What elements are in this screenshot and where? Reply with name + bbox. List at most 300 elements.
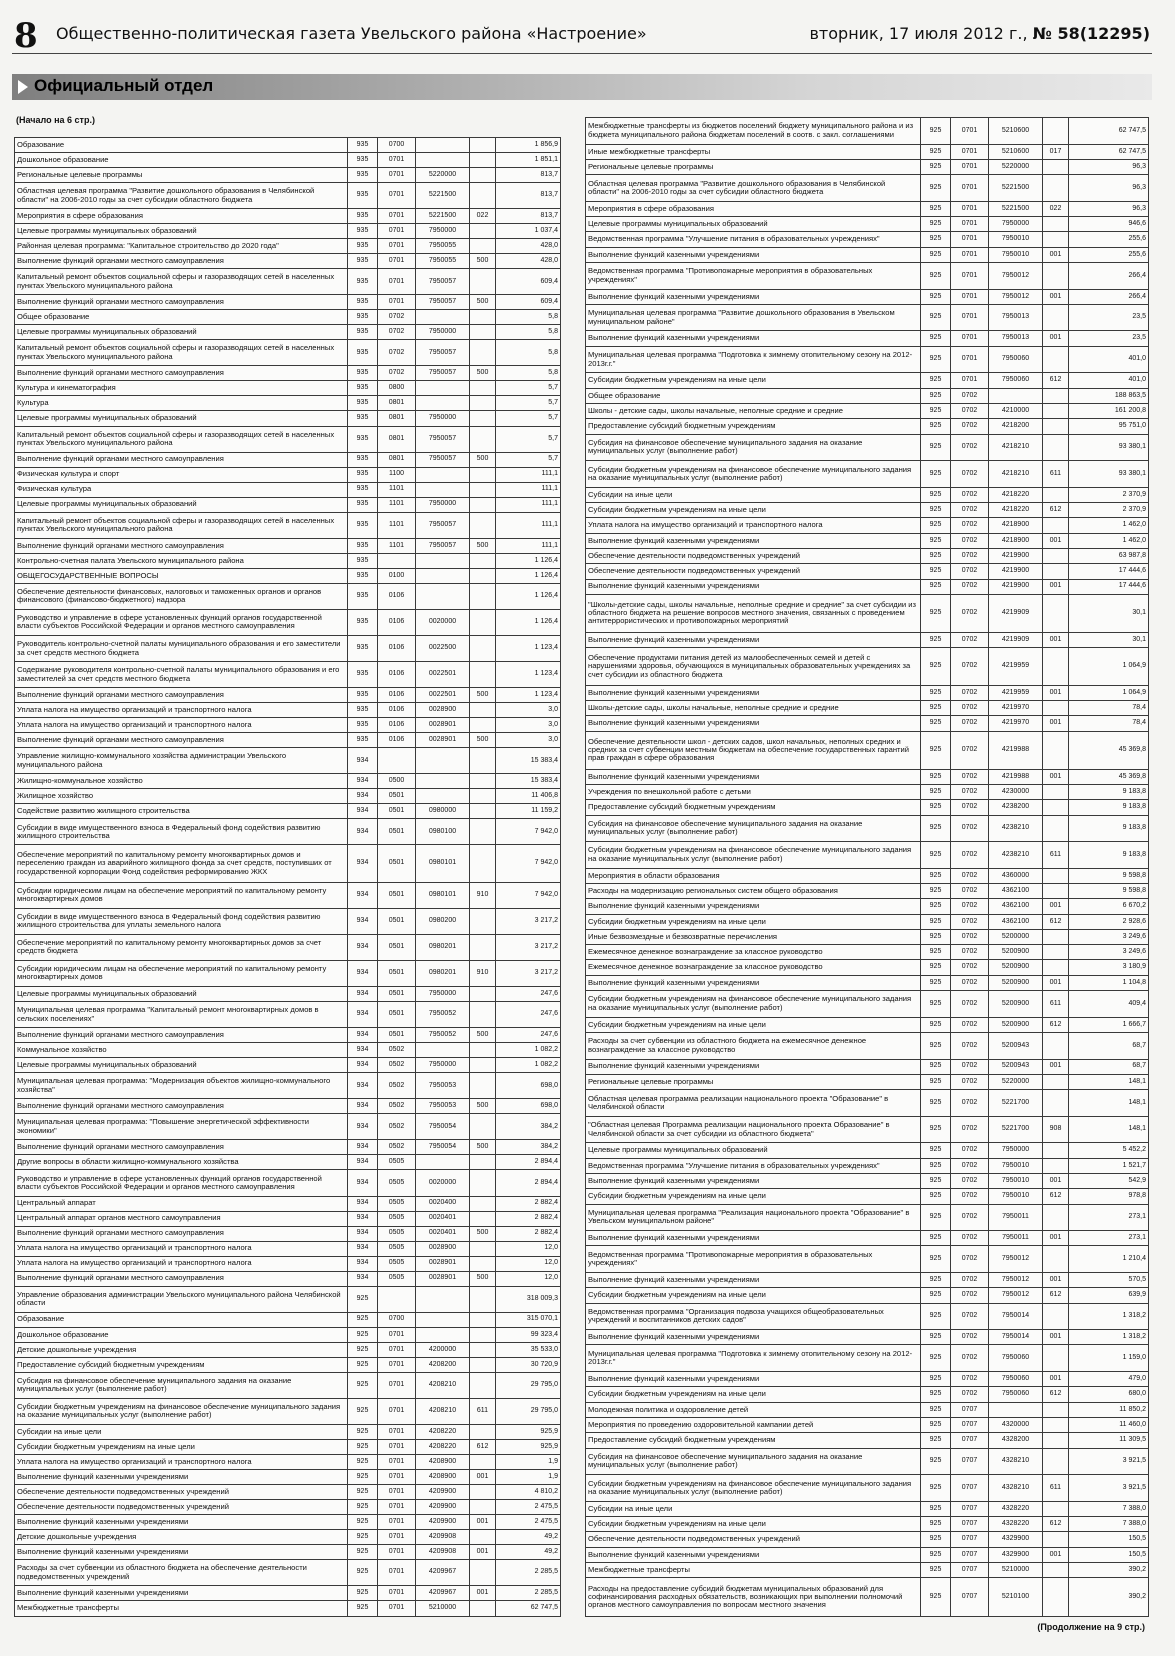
ministry-code-cell: 935 (348, 396, 378, 411)
ministry-code-cell: 935 (348, 209, 378, 224)
target-code-cell (416, 1286, 470, 1312)
item-name-cell: Содержание руководителя контрольно-счетной палаты муниципального образования и его заместителей за счет средств местного бюджета (15, 662, 348, 688)
target-code-cell: 7950060 (989, 1387, 1043, 1402)
item-name-cell: Контрольно-счетная палата Увельского муниципального района (15, 553, 348, 568)
target-code-cell: 4209908 (416, 1545, 470, 1560)
expense-type-cell (1043, 883, 1069, 898)
expense-type-cell (470, 1424, 496, 1439)
item-name-cell: Расходы за счет субвенции из областного бюджета на ежемесячное денежное вознаграждение за классное руководство (586, 1032, 921, 1059)
target-code-cell: 7950054 (416, 1114, 470, 1140)
table-row (586, 564, 1149, 579)
ministry-code-cell: 934 (348, 1211, 378, 1226)
item-name-cell: Муниципальная целевая программа "Капитальный ремонт многоквартирных домов в сельских поселениях" (15, 1002, 348, 1028)
amount-cell: 384,2 (496, 1140, 561, 1155)
target-code-cell: 5210100 (989, 1578, 1043, 1617)
item-name-cell: Учреждения по внешкольной работе с детьми (586, 784, 921, 799)
amount-cell: 428,0 (496, 239, 561, 254)
target-code-cell: 0980201 (416, 934, 470, 960)
amount-cell: 5,7 (496, 411, 561, 426)
table-row (586, 346, 1149, 373)
target-code-cell: 0022500 (416, 635, 470, 661)
item-name-cell: Муниципальная целевая программа: "Повышение энергетической эффективности экономики" (15, 1114, 348, 1140)
table-row (15, 635, 561, 661)
target-code-cell: 5200943 (989, 1059, 1043, 1074)
table-row (586, 1562, 1149, 1577)
expense-type-cell: 612 (1043, 1517, 1069, 1532)
ministry-code-cell: 925 (921, 201, 951, 216)
amount-cell: 111,1 (496, 467, 561, 482)
section-code-cell: 0701 (378, 269, 416, 295)
target-code-cell: 7950010 (989, 247, 1043, 262)
target-code-cell: 4218220 (989, 503, 1043, 518)
section-code-cell: 1100 (378, 467, 416, 482)
expense-type-cell: 611 (1043, 1475, 1069, 1502)
expense-type-cell (1043, 1032, 1069, 1059)
item-name-cell: Предоставление субсидий бюджетным учреждениям (586, 419, 921, 434)
ministry-code-cell: 935 (348, 138, 378, 153)
ministry-code-cell: 925 (921, 883, 951, 898)
item-name-cell: Выполнение функций казенными учреждениями (586, 685, 921, 700)
table-row (586, 883, 1149, 898)
table-row (15, 452, 561, 467)
ministry-code-cell: 925 (921, 232, 951, 247)
ministry-code-cell: 925 (921, 1273, 951, 1288)
table-row (586, 647, 1149, 685)
section-code-cell: 0701 (378, 1372, 416, 1398)
item-name-cell: Выполнение функций органами местного самоуправления (15, 254, 348, 269)
target-code-cell: 4328200 (989, 1433, 1043, 1448)
item-name-cell: Субсидии на иные цели (586, 1501, 921, 1516)
amount-cell: 9 598,8 (1069, 868, 1149, 883)
section-code-cell: 0702 (951, 487, 989, 502)
ministry-code-cell: 925 (348, 1601, 378, 1617)
target-code-cell: 7950053 (416, 1073, 470, 1099)
expense-type-cell (470, 553, 496, 568)
ministry-code-cell: 934 (348, 1256, 378, 1271)
section-code-cell: 0702 (378, 366, 416, 381)
ministry-code-cell: 935 (348, 254, 378, 269)
issue-date: вторник, 17 июля 2012 г., № 58(12295) (809, 24, 1150, 43)
amount-cell: 1 666,7 (1069, 1017, 1149, 1032)
section-code-cell: 0702 (951, 1158, 989, 1173)
item-name-cell: Ежемесячное денежное вознаграждение за классное руководство (586, 960, 921, 975)
target-code-cell: 4208210 (416, 1372, 470, 1398)
table-row (15, 209, 561, 224)
expense-type-cell: 611 (1043, 991, 1069, 1018)
amount-cell: 3 217,2 (496, 960, 561, 986)
expense-type-cell: 500 (470, 1140, 496, 1155)
amount-cell: 17 444,6 (1069, 564, 1149, 579)
section-code-cell: 0502 (378, 1073, 416, 1099)
item-name-cell: Дошкольное образование (15, 1327, 348, 1342)
table-row (586, 419, 1149, 434)
amount-cell: 2 285,5 (496, 1586, 561, 1601)
expense-type-cell (470, 662, 496, 688)
amount-cell: 7 942,0 (496, 819, 561, 845)
amount-cell: 2 928,6 (1069, 914, 1149, 929)
target-code-cell: 5210600 (989, 144, 1043, 159)
target-code-cell: 4208220 (416, 1424, 470, 1439)
item-name-cell: Целевые программы муниципальных образований (15, 411, 348, 426)
amount-cell: 1 462,0 (1069, 533, 1149, 548)
target-code-cell: 7950057 (416, 295, 470, 310)
item-name-cell: Целевые программы муниципальных образований (15, 325, 348, 340)
section-code-cell: 0701 (378, 1327, 416, 1342)
amount-cell: 1 462,0 (1069, 518, 1149, 533)
table-row (15, 467, 561, 482)
table-row (586, 1246, 1149, 1273)
item-name-cell: Уплата налога на имущество организаций и транспортного налога (15, 1256, 348, 1271)
expense-type-cell (470, 396, 496, 411)
ministry-code-cell: 934 (348, 1114, 378, 1140)
section-code-cell: 1101 (378, 497, 416, 512)
section-code-cell: 0701 (378, 239, 416, 254)
amount-cell: 925,9 (496, 1439, 561, 1454)
ministry-code-cell: 925 (921, 594, 951, 632)
ministry-code-cell: 935 (348, 310, 378, 325)
table-row (586, 1273, 1149, 1288)
item-name-cell: Целевые программы муниципальных образований (586, 217, 921, 232)
item-name-cell: Областная целевая программа "Развитие дошкольного образования в Челябинской области" на 2006-2010 годы за счет субсидии областного бюджета (15, 183, 348, 209)
amount-cell: 3 249,6 (1069, 945, 1149, 960)
expense-type-cell (470, 153, 496, 168)
item-name-cell: Региональные целевые программы (586, 159, 921, 174)
ministry-code-cell: 925 (921, 564, 951, 579)
section-code-cell: 0702 (951, 1246, 989, 1273)
amount-cell: 9 183,8 (1069, 800, 1149, 815)
table-row (15, 1286, 561, 1312)
table-row (15, 583, 561, 609)
amount-cell: 30,1 (1069, 594, 1149, 632)
section-code-cell: 0702 (951, 800, 989, 815)
ministry-code-cell: 934 (348, 1028, 378, 1043)
section-code-cell: 0701 (378, 1398, 416, 1424)
ministry-code-cell: 925 (921, 975, 951, 990)
target-code-cell: 4219970 (989, 716, 1043, 731)
ministry-code-cell: 925 (921, 1532, 951, 1547)
section-code-cell: 0106 (378, 688, 416, 703)
expense-type-cell (470, 908, 496, 934)
amount-cell: 401,0 (1069, 346, 1149, 373)
ministry-code-cell: 934 (348, 845, 378, 882)
amount-cell: 68,7 (1069, 1032, 1149, 1059)
section-code-cell: 0702 (951, 1273, 989, 1288)
ministry-code-cell: 934 (348, 1002, 378, 1028)
section-code-cell: 1101 (378, 512, 416, 538)
section-code-cell: 0702 (378, 340, 416, 366)
table-row (586, 1402, 1149, 1417)
table-row (586, 685, 1149, 700)
expense-type-cell (470, 1256, 496, 1271)
item-name-cell: Субсидии бюджетным учреждениям на иные цели (15, 1439, 348, 1454)
target-code-cell: 7950057 (416, 426, 470, 452)
item-name-cell: Выполнение функций казенными учреждениями (586, 899, 921, 914)
table-row (15, 718, 561, 733)
item-name-cell: Областная целевая программа реализации национального проекта "Образование" в Челябинской области (586, 1090, 921, 1117)
ministry-code-cell: 935 (348, 168, 378, 183)
target-code-cell: 7950057 (416, 512, 470, 538)
amount-cell: 7 942,0 (496, 845, 561, 882)
ministry-code-cell: 925 (921, 1059, 951, 1074)
amount-cell: 45 369,8 (1069, 731, 1149, 769)
amount-cell: 639,9 (1069, 1288, 1149, 1303)
target-code-cell: 0022501 (416, 662, 470, 688)
ministry-code-cell: 925 (921, 731, 951, 769)
item-name-cell: Районная целевая программа: "Капитальное строительство до 2020 года" (15, 239, 348, 254)
table-row (15, 138, 561, 153)
expense-type-cell: 908 (1043, 1116, 1069, 1143)
section-code-cell: 0707 (951, 1501, 989, 1516)
item-name-cell: Выполнение функций казенными учреждениями (15, 1515, 348, 1530)
table-row (586, 1173, 1149, 1188)
section-code-cell: 0702 (951, 403, 989, 418)
table-row (586, 331, 1149, 346)
item-name-cell: Мероприятия в сфере образования (586, 201, 921, 216)
section-code-cell: 0505 (378, 1256, 416, 1271)
amount-cell: 12,0 (496, 1256, 561, 1271)
section-code-cell: 0707 (951, 1547, 989, 1562)
section-code-cell: 0801 (378, 396, 416, 411)
target-code-cell: 7950057 (416, 340, 470, 366)
table-row (15, 1601, 561, 1617)
target-code-cell (416, 310, 470, 325)
table-row (15, 1114, 561, 1140)
expense-type-cell: 500 (470, 1028, 496, 1043)
item-name-cell: Выполнение функций казенными учреждениями (586, 975, 921, 990)
item-name-cell: Капитальный ремонт объектов социальной сферы и газоразводящих сетей в населенных пунктах Увельского муниципального района (15, 340, 348, 366)
expense-type-cell (1043, 1345, 1069, 1372)
item-name-cell: Выполнение функций казенными учреждениями (586, 1330, 921, 1345)
item-name-cell: Целевые программы муниципальных образований (15, 1058, 348, 1073)
table-row (15, 1560, 561, 1586)
ministry-code-cell: 925 (921, 247, 951, 262)
amount-cell: 30 720,9 (496, 1357, 561, 1372)
amount-cell: 5,8 (496, 325, 561, 340)
item-name-cell: Муниципальная целевая программа: "Модернизация объектов жилищно-коммунального хозяйства" (15, 1073, 348, 1099)
item-name-cell: Целевые программы муниципальных образований (15, 987, 348, 1002)
table-row (15, 269, 561, 295)
table-row (15, 1372, 561, 1398)
target-code-cell: 4219909 (989, 594, 1043, 632)
expense-type-cell: 001 (1043, 579, 1069, 594)
target-code-cell: 7950012 (989, 289, 1043, 304)
expense-type-cell: 612 (1043, 373, 1069, 388)
target-code-cell: 0020400 (416, 1196, 470, 1211)
expense-type-cell (1043, 1303, 1069, 1330)
expense-type-cell (470, 183, 496, 209)
table-row (15, 1439, 561, 1454)
target-code-cell: 4209967 (416, 1586, 470, 1601)
target-code-cell: 0028901 (416, 1271, 470, 1286)
section-code-cell: 0106 (378, 718, 416, 733)
item-name-cell: Капитальный ремонт объектов социальной сферы и газоразводящих сетей в населенных пунктах Увельского муниципального района (15, 269, 348, 295)
item-name-cell: Целевые программы муниципальных образований (15, 224, 348, 239)
target-code-cell: 4209967 (416, 1560, 470, 1586)
target-code-cell: 5221700 (989, 1090, 1043, 1117)
expense-type-cell (1043, 118, 1069, 145)
table-row (586, 1143, 1149, 1158)
expense-type-cell (470, 774, 496, 789)
table-row (586, 579, 1149, 594)
item-name-cell: Целевые программы муниципальных образований (15, 497, 348, 512)
table-row (15, 1155, 561, 1170)
table-row (586, 1448, 1149, 1475)
ministry-code-cell: 925 (921, 1143, 951, 1158)
ministry-code-cell: 925 (348, 1469, 378, 1484)
expense-type-cell: 612 (1043, 503, 1069, 518)
expense-type-cell (1043, 1433, 1069, 1448)
item-name-cell: Субсидии бюджетным учреждениям на финансовое обеспечение муниципального задания на оказание муниципальных услуг (выполнение работ) (586, 461, 921, 488)
table-row (15, 1342, 561, 1357)
amount-cell: 390,2 (1069, 1578, 1149, 1617)
ministry-code-cell: 925 (348, 1545, 378, 1560)
item-name-cell: Выполнение функций казенными учреждениями (586, 331, 921, 346)
item-name-cell: Муниципальная целевая программа "Реализация национального проекта "Образование" в Увельском муниципальном районе" (586, 1204, 921, 1231)
table-row (586, 304, 1149, 331)
table-row (15, 1515, 561, 1530)
target-code-cell: 4209908 (416, 1530, 470, 1545)
target-code-cell: 4238210 (989, 842, 1043, 869)
table-row (15, 882, 561, 908)
expense-type-cell (470, 1241, 496, 1256)
expense-type-cell (470, 1043, 496, 1058)
amount-cell: 1 318,2 (1069, 1330, 1149, 1345)
ministry-code-cell: 925 (921, 1402, 951, 1417)
section-code-cell: 0702 (951, 1303, 989, 1330)
item-name-cell: Субсидии в виде имущественного взноса в Федеральный фонд содействия развитию жилищного строительства (15, 819, 348, 845)
item-name-cell: Субсидии бюджетным учреждениям на иные цели (586, 503, 921, 518)
ministry-code-cell: 925 (921, 346, 951, 373)
item-name-cell: Культура (15, 396, 348, 411)
amount-cell: 390,2 (1069, 1562, 1149, 1577)
amount-cell: 188 863,5 (1069, 388, 1149, 403)
expense-type-cell (470, 1357, 496, 1372)
ministry-code-cell: 925 (921, 1090, 951, 1117)
ministry-code-cell: 925 (921, 1372, 951, 1387)
expense-type-cell (470, 1454, 496, 1469)
ministry-code-cell: 925 (921, 1189, 951, 1204)
expense-type-cell (1043, 403, 1069, 418)
section-code-cell: 0505 (378, 1271, 416, 1286)
item-name-cell: Физическая культура и спорт (15, 467, 348, 482)
expense-type-cell: 001 (1043, 1330, 1069, 1345)
expense-type-cell: 612 (1043, 1189, 1069, 1204)
section-code-cell: 0701 (378, 183, 416, 209)
expense-type-cell (470, 1312, 496, 1327)
target-code-cell: 4208200 (416, 1357, 470, 1372)
amount-cell: 3 217,2 (496, 908, 561, 934)
expense-type-cell (1043, 784, 1069, 799)
section-code-cell: 0501 (378, 934, 416, 960)
table-row (586, 800, 1149, 815)
item-name-cell: Межбюджетные трансферты (15, 1601, 348, 1617)
ministry-code-cell: 935 (348, 733, 378, 748)
target-code-cell: 0028901 (416, 733, 470, 748)
table-row (15, 819, 561, 845)
table-row (15, 340, 561, 366)
section-code-cell: 0702 (951, 1032, 989, 1059)
table-row (15, 804, 561, 819)
target-code-cell (416, 789, 470, 804)
target-code-cell: 4218210 (989, 461, 1043, 488)
ministry-code-cell: 925 (921, 632, 951, 647)
item-name-cell: Субсидии бюджетным учреждениям на финансовое обеспечение муниципального задания на оказание муниципальных услуг (выполнение работ) (586, 991, 921, 1018)
item-name-cell: Обеспечение деятельности подведомственных учреждений (15, 1500, 348, 1515)
amount-cell: 17 444,6 (1069, 579, 1149, 594)
target-code-cell: 7950014 (989, 1330, 1043, 1345)
section-code-cell: 0702 (951, 868, 989, 883)
target-code-cell (416, 396, 470, 411)
target-code-cell (416, 553, 470, 568)
item-name-cell: Уплата налога на имущество организаций и транспортного налога (15, 1454, 348, 1469)
ministry-code-cell: 925 (348, 1372, 378, 1398)
section-code-cell: 0702 (951, 533, 989, 548)
expense-type-cell (1043, 304, 1069, 331)
section-code-cell: 0702 (951, 388, 989, 403)
item-name-cell: Капитальный ремонт объектов социальной сферы и газоразводящих сетей в населенных пунктах Увельского муниципального района (15, 426, 348, 452)
amount-cell: 5,8 (496, 340, 561, 366)
section-code-cell: 0707 (951, 1417, 989, 1432)
section-code-cell: 0701 (951, 247, 989, 262)
section-code-cell: 0701 (378, 224, 416, 239)
ministry-code-cell: 934 (348, 960, 378, 986)
table-row (15, 688, 561, 703)
amount-cell: 11 850,2 (1069, 1402, 1149, 1417)
ministry-code-cell: 934 (348, 908, 378, 934)
target-code-cell: 7950060 (989, 346, 1043, 373)
ministry-code-cell: 935 (348, 538, 378, 553)
section-code-cell: 0702 (951, 1090, 989, 1117)
amount-cell: 148,1 (1069, 1074, 1149, 1089)
ministry-code-cell: 925 (921, 1448, 951, 1475)
table-row (586, 914, 1149, 929)
item-name-cell: Обеспечение деятельности подведомственных учреждений (15, 1485, 348, 1500)
target-code-cell (416, 1312, 470, 1327)
amount-cell: 3,0 (496, 733, 561, 748)
amount-cell: 680,0 (1069, 1387, 1149, 1402)
amount-cell: 2 475,5 (496, 1500, 561, 1515)
section-code-cell: 0501 (378, 987, 416, 1002)
amount-cell: 2 894,4 (496, 1170, 561, 1196)
target-code-cell (416, 1155, 470, 1170)
target-code-cell (416, 138, 470, 153)
table-row (15, 254, 561, 269)
target-code-cell: 7950000 (416, 497, 470, 512)
amount-cell: 813,7 (496, 183, 561, 209)
target-code-cell: 5221700 (989, 1116, 1043, 1143)
target-code-cell: 4328210 (989, 1475, 1043, 1502)
target-code-cell: 5200900 (989, 945, 1043, 960)
amount-cell: 9 183,8 (1069, 842, 1149, 869)
expense-type-cell: 910 (470, 960, 496, 986)
amount-cell: 111,1 (496, 512, 561, 538)
item-name-cell: ОБЩЕГОСУДАРСТВЕННЫЕ ВОПРОСЫ (15, 568, 348, 583)
issue-number: № 58(12295) (1032, 24, 1150, 43)
expense-type-cell (1043, 548, 1069, 563)
ministry-code-cell: 925 (921, 1501, 951, 1516)
section-code-cell: 0702 (951, 1372, 989, 1387)
ministry-code-cell: 934 (348, 1241, 378, 1256)
target-code-cell: 4238210 (989, 815, 1043, 842)
item-name-cell: Расходы на модернизацию региональных систем общего образования (586, 883, 921, 898)
ministry-code-cell: 925 (921, 419, 951, 434)
section-code-cell: 0701 (951, 232, 989, 247)
amount-cell: 23,5 (1069, 304, 1149, 331)
ministry-code-cell: 934 (348, 987, 378, 1002)
expense-type-cell: 612 (470, 1439, 496, 1454)
section-code-cell: 0106 (378, 733, 416, 748)
item-name-cell: Детские дошкольные учреждения (15, 1342, 348, 1357)
